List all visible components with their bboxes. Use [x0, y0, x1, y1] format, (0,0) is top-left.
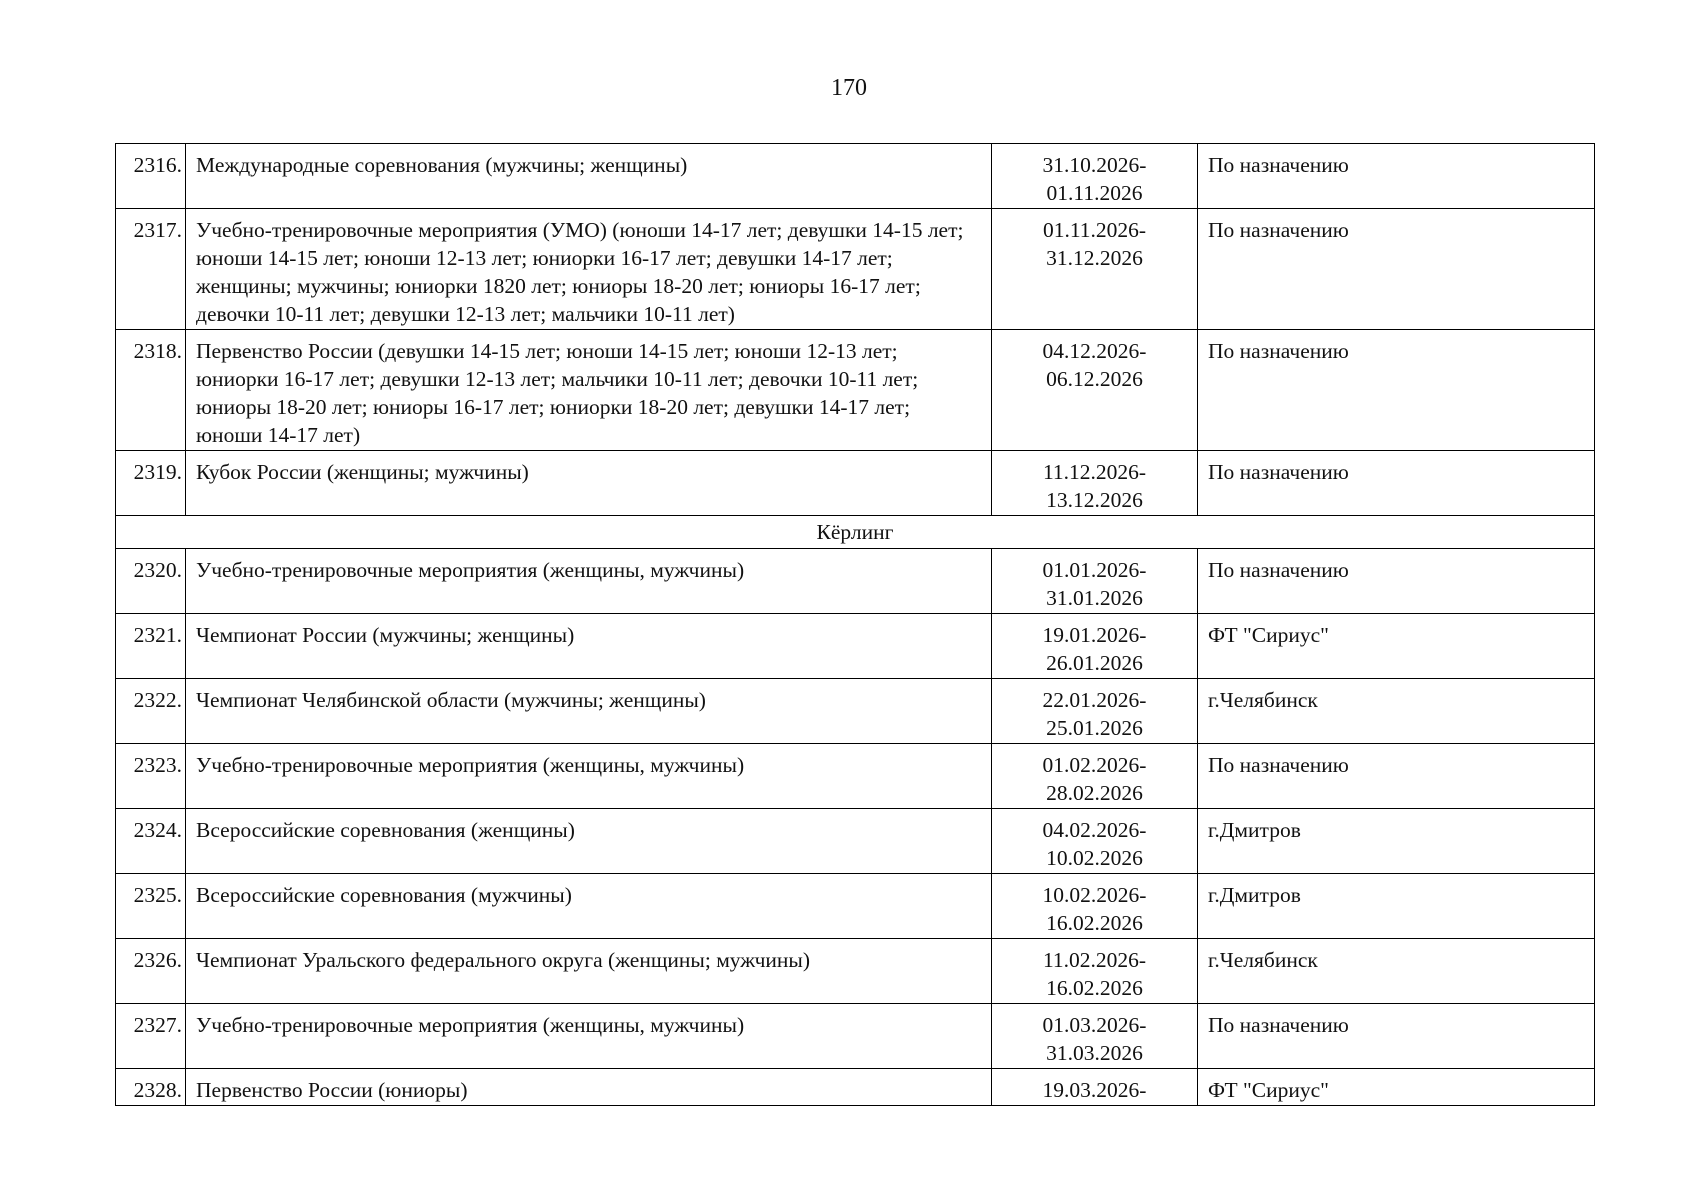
event-dates: [992, 809, 1198, 874]
date-to: 25.01.2026: [1046, 716, 1143, 740]
event-place: ФТ "Сириус": [1198, 614, 1595, 679]
event-name: Кубок России (женщины; мужчины): [186, 451, 992, 516]
date-to: 31.01.2026: [1046, 586, 1143, 610]
event-dates: [992, 330, 1198, 451]
table-row: [116, 1004, 1595, 1069]
event-name: Первенство России (девушки 14-15 лет; юноши 14-15 лет; юноши 12-13 лет; юниорки 16-17 лет; девушки 12-13 лет; мальчики 10-11 лет; девочки 10-11 лет; юниоры 18-20 лет; юниоры 16-17 лет; юниорки 18-20 лет; девушки 14-17 лет; юноши 14-17 лет): [186, 330, 992, 451]
date-to: 16.02.2026: [1046, 976, 1143, 1000]
event-place: г.Челябинск: [1198, 679, 1595, 744]
date-to: 31.12.2026: [1046, 246, 1143, 270]
event-place: г.Дмитров: [1198, 874, 1595, 939]
event-dates: [992, 744, 1198, 809]
row-number: 2317.: [116, 209, 186, 330]
date-from: 01.11.2026-: [1042, 218, 1147, 242]
events-table: [115, 143, 1595, 1106]
date-to: 01.11.2026: [1046, 181, 1143, 205]
table-row: [116, 330, 1595, 451]
date-from: 01.02.2026-: [1042, 753, 1147, 777]
date-to: 28.02.2026: [1046, 781, 1143, 805]
table-row: [116, 679, 1595, 744]
event-dates: [992, 1004, 1198, 1069]
date-from: 19.01.2026-: [1042, 623, 1147, 647]
date-to: 26.01.2026: [1046, 651, 1143, 675]
event-dates: [992, 451, 1198, 516]
event-dates: [992, 614, 1198, 679]
date-from: 01.01.2026-: [1042, 558, 1147, 582]
event-place: По назначению: [1198, 549, 1595, 614]
event-name: Первенство России (юниоры): [186, 1069, 992, 1106]
event-place: По назначению: [1198, 744, 1595, 809]
section-title: Кёрлинг: [116, 516, 1595, 549]
table-row: [116, 1069, 1595, 1106]
row-number: 2320.: [116, 549, 186, 614]
event-name: Учебно-тренировочные мероприятия (женщины, мужчины): [186, 1004, 992, 1069]
date-from: 04.02.2026-: [1042, 818, 1147, 842]
table-row: [116, 939, 1595, 1004]
event-place: г.Челябинск: [1198, 939, 1595, 1004]
row-number: 2327.: [116, 1004, 186, 1069]
row-number: 2316.: [116, 144, 186, 209]
row-number: 2319.: [116, 451, 186, 516]
event-name: Учебно-тренировочные мероприятия (УМО) (юноши 14-17 лет; девушки 14-15 лет; юноши 14-15 лет; юноши 12-13 лет; юниорки 16-17 лет; девушки 14-17 лет; женщины; мужчины; юниорки 1820 лет; юниоры 18-20 лет; юниоры 16-17 лет; девочки 10-11 лет; девушки 12-13 лет; мальчики 10-11 лет): [186, 209, 992, 330]
event-name: Чемпионат Уральского федерального округа (женщины; мужчины): [186, 939, 992, 1004]
event-place: По назначению: [1198, 144, 1595, 209]
row-number: 2326.: [116, 939, 186, 1004]
date-from: 01.03.2026-: [1042, 1013, 1147, 1037]
event-dates: [992, 1069, 1198, 1106]
event-name: Учебно-тренировочные мероприятия (женщины, мужчины): [186, 549, 992, 614]
date-from: 11.02.2026-: [1042, 948, 1147, 972]
row-number: 2325.: [116, 874, 186, 939]
table-row: [116, 614, 1595, 679]
event-place: ФТ "Сириус": [1198, 1069, 1595, 1106]
event-dates: [992, 939, 1198, 1004]
page-number: 170: [831, 75, 867, 101]
date-from: 22.01.2026-: [1042, 688, 1147, 712]
row-number: 2318.: [116, 330, 186, 451]
date-from: 19.03.2026-: [1042, 1078, 1147, 1102]
row-number: 2321.: [116, 614, 186, 679]
event-dates: [992, 549, 1198, 614]
event-place: По назначению: [1198, 451, 1595, 516]
table-row: [116, 744, 1595, 809]
date-to: 06.12.2026: [1046, 367, 1143, 391]
table-row: [116, 549, 1595, 614]
event-dates: [992, 874, 1198, 939]
event-name: Чемпионат Челябинской области (мужчины; женщины): [186, 679, 992, 744]
table-row: [116, 144, 1595, 209]
event-place: По назначению: [1198, 1004, 1595, 1069]
date-to: 10.02.2026: [1046, 846, 1143, 870]
table-row: [116, 209, 1595, 330]
row-number: 2328.: [116, 1069, 186, 1106]
event-dates: [992, 144, 1198, 209]
event-place: г.Дмитров: [1198, 809, 1595, 874]
event-name: Всероссийские соревнования (женщины): [186, 809, 992, 874]
date-from: 10.02.2026-: [1042, 883, 1147, 907]
date-to: 16.02.2026: [1046, 911, 1143, 935]
event-dates: [992, 679, 1198, 744]
event-name: Всероссийские соревнования (мужчины): [186, 874, 992, 939]
row-number: 2324.: [116, 809, 186, 874]
date-from: 11.12.2026-: [1042, 460, 1147, 484]
table-row: [116, 809, 1595, 874]
table-row: [116, 874, 1595, 939]
section-row: [116, 516, 1595, 549]
row-number: 2322.: [116, 679, 186, 744]
date-to: 31.03.2026: [1046, 1041, 1143, 1065]
event-place: По назначению: [1198, 209, 1595, 330]
event-place: По назначению: [1198, 330, 1595, 451]
date-from: 31.10.2026-: [1042, 153, 1147, 177]
row-number: 2323.: [116, 744, 186, 809]
event-dates: [992, 209, 1198, 330]
date-from: 04.12.2026-: [1042, 339, 1147, 363]
date-to: 13.12.2026: [1046, 488, 1143, 512]
event-name: Чемпионат России (мужчины; женщины): [186, 614, 992, 679]
event-name: Учебно-тренировочные мероприятия (женщины, мужчины): [186, 744, 992, 809]
event-name: Международные соревнования (мужчины; женщины): [186, 144, 992, 209]
table-row: [116, 451, 1595, 516]
